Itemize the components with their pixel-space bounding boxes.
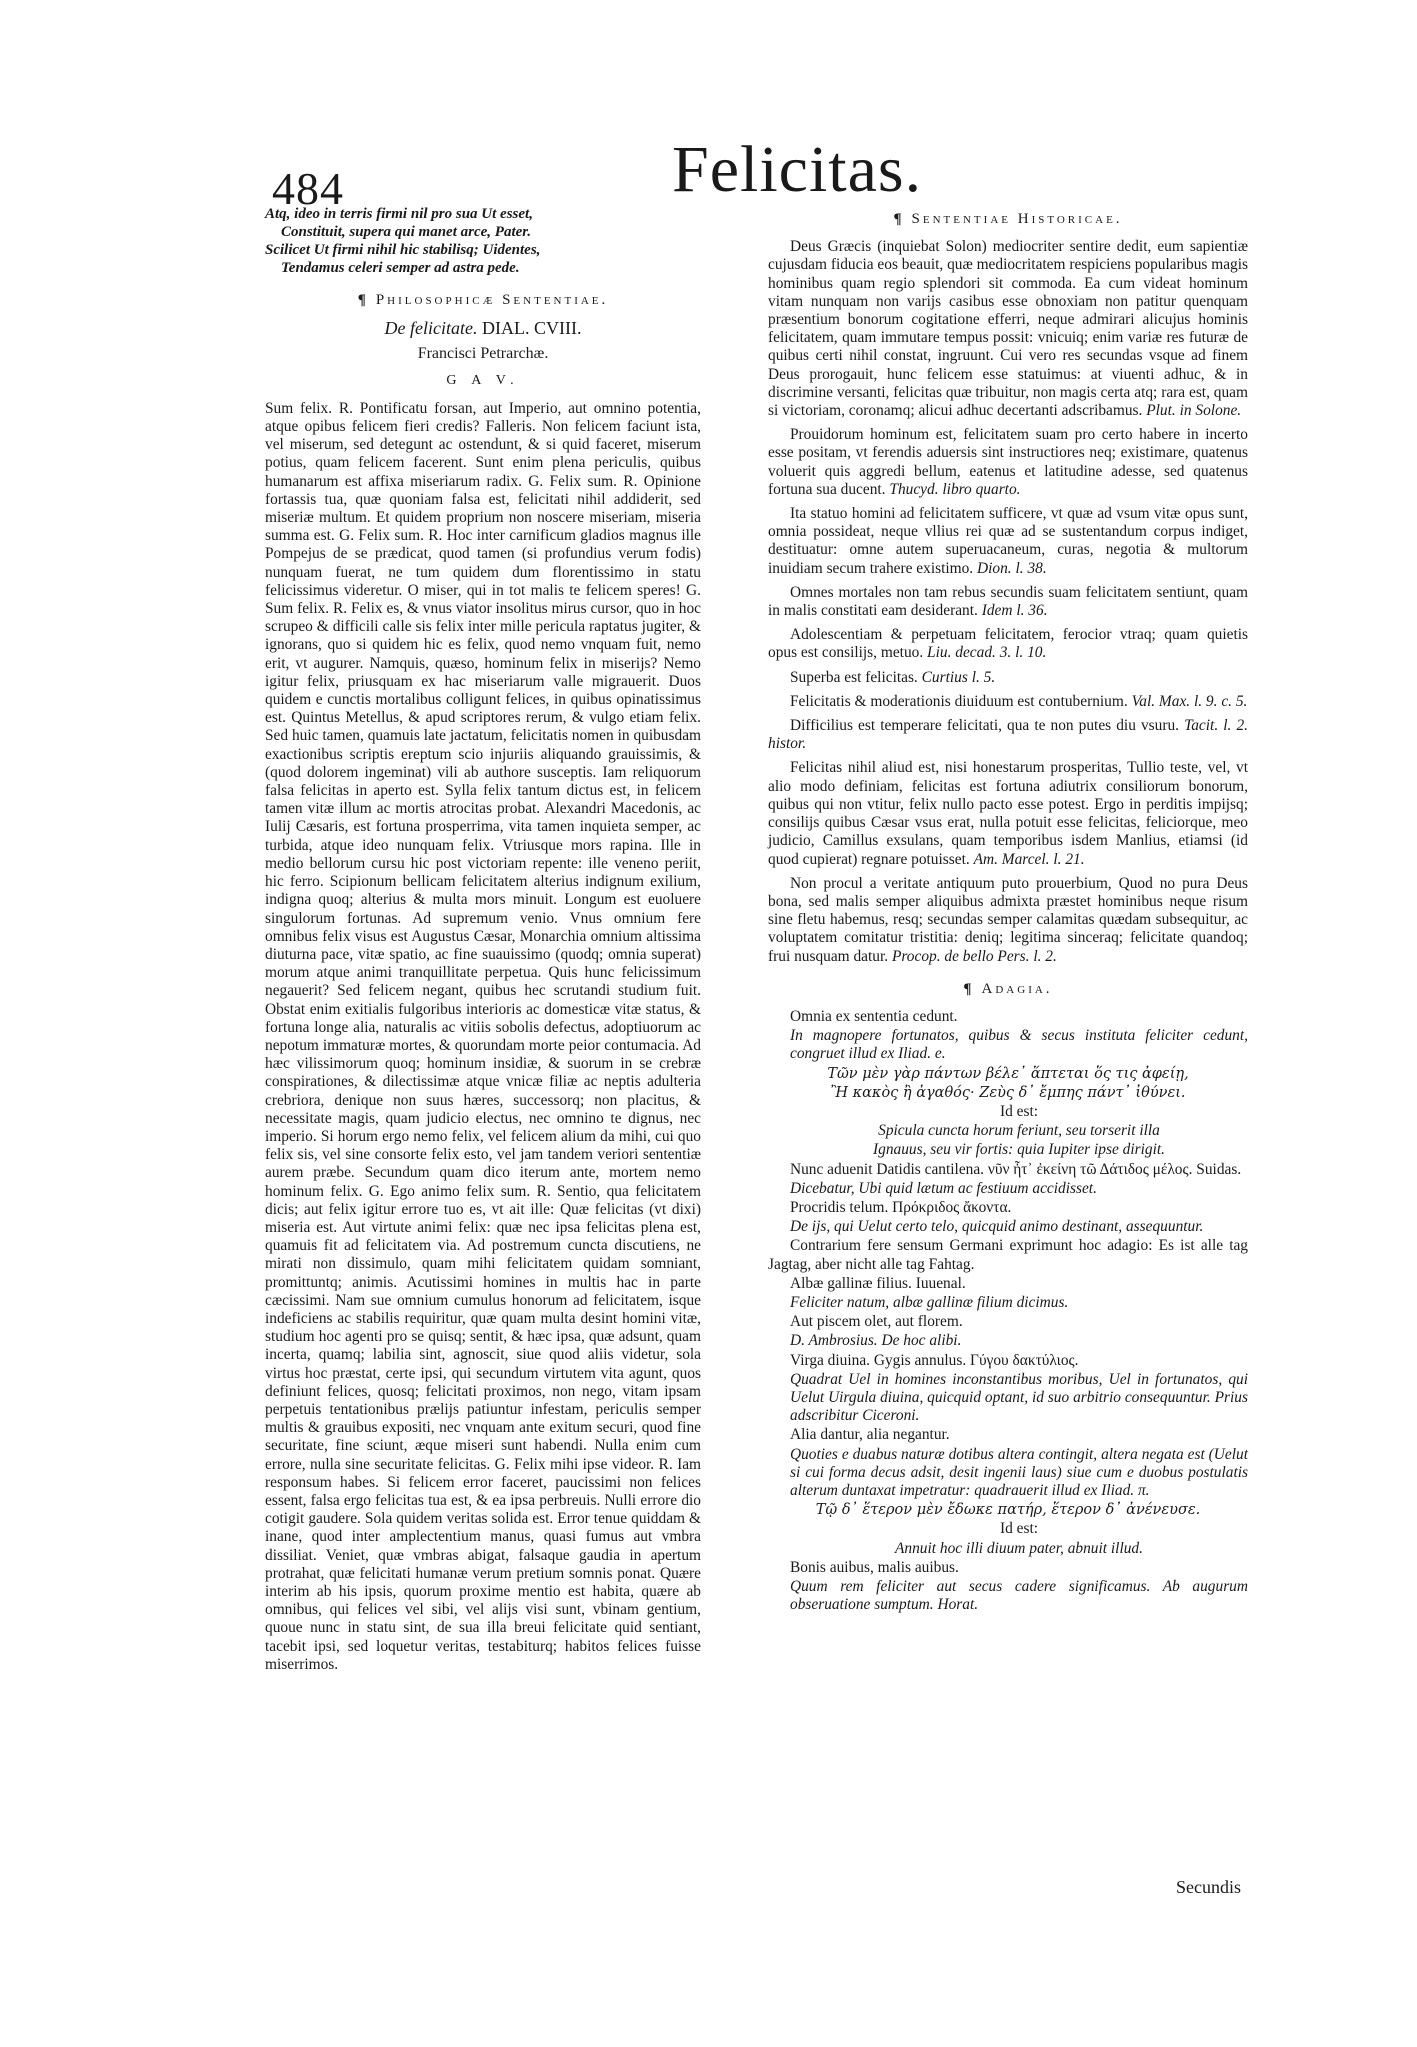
adage-entry: Quadrat Uel in homines inconstantibus moribus, Uel in fortunatos, qui Uelut Uirgula diuina, quicquid optant, id suo arbitrio consequuntur. Prius adscribitur Ciceroni.: [790, 1370, 1248, 1425]
dialogue-speaker: G A V.: [446, 372, 520, 388]
section-heading-philosophicae: [265, 291, 701, 309]
verse-line: Atq, ideo in terris firmi nil pro sua Ut esset,: [265, 206, 533, 222]
adage-entry: Id est:: [999, 1520, 1039, 1538]
adage-entry: Aut piscem olet, aut florem.: [790, 1313, 963, 1331]
source-citation: Curtius l. 5.: [921, 668, 996, 686]
sentence-text: Adolescentiam & perpetuam felicitatem, ferocior vtraq; quam quietis opus est consilijs, metuo.: [768, 626, 1248, 662]
adage-entry: Annuit hoc illi diuum pater, abnuit illud.: [895, 1539, 1143, 1557]
section-heading-text: Sententiae Historicae.: [911, 211, 1123, 227]
section-heading-historicae: [768, 210, 1248, 228]
adage-entry: Nunc aduenit Datidis cantilena. νῦν ἦτ᾽ ἐκείνη τῶ Δάτιδος μέλος. Suidas.: [790, 1160, 1242, 1178]
source-citation: Idem l. 36.: [981, 602, 1048, 620]
adage-entry: Spicula cuncta horum feriunt, seu torserit illa: [878, 1122, 1160, 1140]
adage-entry: Omnia ex sententia cedunt.: [790, 1007, 958, 1025]
source-citation: Liu. decad. 3. l. 10.: [927, 644, 1047, 662]
source-citation: Dion. l. 38.: [977, 559, 1047, 577]
source-citation: Tacit. l. 2. histor.: [768, 717, 1248, 753]
adage-entry: Feliciter natum, albæ gallinæ filium dicimus.: [790, 1293, 1069, 1311]
adage-entry: De ijs, qui Uelut certo telo, quicquid animo destinant, assequuntur.: [790, 1218, 1204, 1236]
sentence-text: Superba est felicitas.: [790, 668, 918, 686]
source-citation: Procop. de bello Pers. l. 2.: [891, 947, 1057, 965]
dialogue-title: [265, 319, 701, 337]
historical-sentence: [768, 426, 1248, 499]
historical-sentence: [768, 584, 1248, 620]
opening-verse: [265, 205, 701, 277]
section-heading-adagia: [768, 980, 1248, 998]
page-number: 484: [272, 163, 344, 214]
verse-line: Scilicet Ut firmi nihil hic stabilisq; Uidentes,: [265, 242, 541, 258]
section-heading-text: Adagia.: [981, 980, 1053, 997]
sentence-text: Ita statuo homini ad felicitatem sufficere, vt quæ ad vsum vitæ opus sunt, omnia possideat, neque vllius rei quæ ad se sustentandum corpus indiget, destituatur: omne autem superuacaneum, curas, negotia & multorum inuidiam secum trahere existimo.: [768, 505, 1248, 577]
sentence-text: Felicitas nihil aliud est, nisi honestarum prosperitas, Tullio teste, vel, vt alio modo definiam, felicitas est fortuna adiutrix consiliorum bonorum, quibus qui non vtitur, felix nullo pacto esse potest. Ergo in perditis impijsq; consilijs quibus Cæsar vsus erat, nulla potuit esse felicitas, feliciorque, meo judicio, Camillus exsulans, quam temporibus isdem Manlius, etiamsi (id quod cupierat) regnare potuisset.: [768, 759, 1248, 868]
greek-verse-line: Ἢ κακὸς ἢ ἀγαθός· Ζεὺς δ᾽ ἔμπης πάντ᾽ ἰθύνει.: [830, 1084, 1186, 1101]
adagia-list: [768, 1008, 1248, 1615]
source-citation: Val. Max. l. 9. c. 5.: [1131, 692, 1248, 710]
adage-entry: Quum rem feliciter aut secus cadere significamus. Ab augurum obseruatione sumptum. Horat.: [790, 1578, 1248, 1614]
adage-entry: D. Ambrosius. De hoc alibi.: [790, 1332, 962, 1350]
source-citation: Am. Marcel. l. 21.: [973, 850, 1085, 868]
adage-entry: Contrarium fere sensum Germani exprimunt hoc adagio: Es ist alle tag Jagtag, aber nicht alle tag Fahtag.: [768, 1237, 1248, 1273]
adage-entry: Dicebatur, Ubi quid lætum ac festiuum accidisset.: [790, 1179, 1097, 1197]
adage-entry: Virga diuina. Gygis annulus. Γύγου δακτύλιος.: [790, 1351, 1079, 1369]
pilcrow-mark: ¶: [893, 211, 902, 227]
sentence-text: Omnes mortales non tam rebus secundis suam felicitatem sentiunt, quam in malis constitati eam desiderant.: [768, 583, 1248, 620]
dialogue-title-roman: DIAL. CVIII.: [481, 318, 582, 339]
historical-sentence: [768, 669, 1248, 687]
adage-entry: Procridis telum. Πρόκριδος ἄκοντα.: [790, 1198, 1012, 1216]
pilcrow-mark: ¶: [963, 980, 972, 997]
source-citation: Plut. in Solone.: [1146, 402, 1242, 420]
section-heading-text: Philosophicæ Sententiae.: [375, 292, 609, 308]
source-citation: Thucyd. libro quarto.: [889, 480, 1021, 498]
dialogue-author: Francisci Petrarchæ.: [417, 345, 549, 363]
verse-line: Constituit, supera qui manet arce, Pater.: [281, 224, 532, 240]
sentence-text: Felicitatis & moderationis diuiduum est contubernium.: [790, 692, 1128, 710]
sentence-text: Difficilius est temperare felicitati, qua te non putes diu vsuru.: [790, 717, 1180, 735]
right-column: [768, 210, 1248, 1615]
adage-entry: In magnopere fortunatos, quibus & secus instituta feliciter cedunt, congruet illud ex Iliad. e.: [790, 1027, 1248, 1063]
adage-entry: Alia dantur, alia negantur.: [790, 1426, 950, 1444]
adage-entry: Ignauus, seu vir fortis: quia Iupiter ipse dirigit.: [873, 1141, 1165, 1159]
sentence-text: Deus Græcis (inquiebat Solon) mediocriter sentire dedit, eum sapientiæ cujusdam fiducia eos beauit, quæ mediocritatem respiciens popularibus magis hominibus quam regio splendori sit commoda. Ea cum videat hominum vitam nunquam non varijs casibus esse obnoxiam non patitur quenquam præsentium bonorum cogitatione efferri, neque admirari alicujus hominis felicitatem, quam immutare tempus possit: vnicuiq; enim variæ res futuræ de quibus certi nihil constat, ingruunt. Cui vero res secundas vsque ad finem Deus prorogauit, hunc felicem esse statuimus: at viuenti adhuc, & in discrimine versanti, felicitas quæ tribuitur, non magis certa atq; rara est, quam si victoriam, coronamq; alicui adhuc decertanti adscribamus.: [768, 238, 1248, 420]
verse-line: Tendamus celeri semper ad astra pede.: [281, 260, 520, 276]
historical-sentence: [768, 693, 1248, 711]
adage-entry: Id est:: [999, 1102, 1039, 1120]
historical-sentence: [768, 626, 1248, 662]
greek-verse-line: Τῶν μὲν γὰρ πάντων βέλε᾽ ἅπτεται ὅς τις ἀφείῃ,: [827, 1065, 1189, 1082]
historical-sentence: [768, 875, 1248, 966]
historical-sentence: [768, 238, 1248, 420]
greek-verse-line: Τῷ δ᾽ ἕτερον μὲν ἔδωκε πατήρ, ἕτερον δ᾽ ἀνένευσε.: [815, 1502, 1201, 1519]
historical-sentence: [768, 717, 1248, 753]
adage-entry: Bonis auibus, malis auibus.: [790, 1558, 959, 1576]
left-column: [265, 205, 701, 1674]
dialogue-title-italic: De felicitate.: [384, 318, 478, 339]
dialogue-text: Sum felix. R. Pontificatu forsan, aut Imperio, aut omnino potentia, atque opibus felicem fieri credis? Falleris. Non felicem faciunt ista, vel miserum, sed detegunt ac ostendunt, & si quid faceret, miserum potius, quam felicem facerent. Sunt enim plena periculis, quibus humanarum est affixa miseriarum radix. G. Felix sum. R. Opinione fortassis tua, quæ quoniam falsa est, felicitati nihil addiderit, sed miseriæ multum. Et quidem proprium non noscere miseriam, miseria summa est. G. Felix sum. R. Hoc inter carnificum gladios magnus ille Pompejus de se prædicat, quod tamen (si profundius verum fodis) nunquam fuerat, ne tum quidem dum florentissimo in statu felicissimus videretur. O miser, qui in tot malis te felicem speres! G. Sum felix. R. Felix es, & vnus viator insolitus mirus cursor, quo in hoc scrupeo & difficili calle sis felix inter mille pericula raptatus jugiter, & ignorans, quo si quidem hic es felix, quod nemo vnquam fuit, nemo erit, vt augurer. Namquis, quæso, hominum felix in miserijs? Nemo igitur felix, priusquam ex hac miseriarum valle migrauerit. Duos quidem e cunctis mortalibus colligunt felices, in quibus opinatissimus est. Quintus Metellus, & apud scriptores rerum, & vulgo etiam felix. Sed huic tamen, quamuis late jactatum, felicitatis nomen in quibusdam exactionibus scriptis ereptum scio injuriis aliquando grauissimis, & (quod dolorem ingeminat) vili ab authore susceptis. Iam reliquorum falsa felicitas in aperto est. Sylla felix tantum dictus est, in felicem tamen vitæ illum ac mortis atrocitas probat. Alexandri Macedonis, ac Iulij Cæsaris, est fortuna prosperrima, vita tamen inquieta semper, ac turbida, atque ideo nunquam felix. Vtriusque mors rapina. Ille in medio bellorum cursu hic post victoriam repente: ille veneno periit, hic ferro. Scipionum bellicam felicitatem alterius indignum exilium, indigna quoq; alterius & multa mors minuit. Longum est euoluere singulorum fortunas. Ad supremum venio. Vnus omnium fere omnibus felix visus est Augustus Cæsar, Monarchia omnium altissima diuturna pace, vitæ spatio, ac fine suauissimo (quodq; omnia superat) morum atque animi tranquillitate perpetua. Quis hunc felicissimum negauerit? Sed felicem negant, quibus hec scrutandi studium fuit. Obstat enim exitialis fulgoribus interioris ac domesticæ vitæ status, & fortuna longe alia, naturalis ac vitiis sobolis defectus, adoptiuorum ac nepotum immaturæ mortes, & quorundam morte peior contumacia. Ad hæc vilissimorum quoq; hominum insidiæ, & suorum in se crebræ conspirationes, & dilectissimæ atque vnicæ filiæ ac neptis adulteria crebriora, denique non suus hæres, successorq; non placitus, & necessitate magis, quam judicio electus, nec omnino te dignus, nec imperio. Si horum ergo nemo felix, vel felicem alium da mihi, cui quo felix sis, vel sine consorte felix esto, vel jam tandem veriori sententiæ aurem præbe. Secundum quam dico iterum ante, mortem nemo hominum felix. G. Ego animo felix sum. R. Sentio, qua felicitatem dicis; aut felix igitur errore tuo es, vt ait ille: Quæ felicitas (vt dixi) miseria est. Aut virtute animi felix: quæ nec ipsa felicitas plena est, quamuis fit ad felicitatem via. Ad postremum cuncta discutiens, ne mirati non dissimulo, quam mihi felicitatem quidam somniant, promittuntq; animis. Acutissimi homines in multis hac in parte cæcissimi. Nam sue omnium cumulus honorum ad felicitatem, isque indeficiens ac stabilis requiritur, quæ quam multa desint homini vitæ, studium hoc agenti pro se quisq; sentit, & hæc ipsa, quæ adsunt, quam incerta, quamq; labilia sint, agnoscit, siue quod aliis videtur, sola virtus hoc præstat, certe ipsi, qui secundum virtutem vita agunt, quos definiunt felices, quosq; felicitati proximos, non nego, vitam ipsam perpetuis tentationibus prælijs patiuntur infestam, periculis semper multis & grauibus expositi, nec vnquam ante exitum securi, quod fine securitate, fine sciunt, æque miseri sunt habendi. Nulla enim cum errore, nulla sine securitate felicitas. G. Felix mihi ipse videor. R. Iam responsum habes. Si felicem error faceret, paucissimi non felices essent, falsa ergo felicitas tua est, & ea ipsa perbreuis. Nulli errore dio cotigit gaudere. Sola quidem veritas solida est. Error tenue quiddam & inane, quod inter amplectentium manus, quasi fumus aut vmbra dissiliat. Veniet, quæ vmbras abigat, falsaque gaudia in apertum protrahat, quæ felicitati humanæ verum pretium somnis ponat. Quære interim ab his ipsis, quorum proxime mentio est habita, quære ab omnibus, qui felices vel sibi, vel alijs visi sunt, vbinam gentium, quoue nunc in statu sint, de sua illa breui felicitate quid sentiant, tacebit ipsi, sed loquetur veritas, testabiturq; habitos felices fuisse miserrimos.: [265, 399, 701, 1673]
adage-entry: Quoties e duabus naturæ dotibus altera contingit, altera negata est (Uelut si cui forma decus adsit, desit ingenii laus) siue cum e duobus postulatis alterum duntaxat impetratur: quadrauerit illud ex Iliad. π.: [790, 1445, 1248, 1499]
pilcrow-mark: ¶: [357, 292, 366, 308]
sentence-text: Prouidorum hominum est, felicitatem suam pro certo habere in incerto esse positam, vt ferendis aduersis sint instructiores neq; existimare, quatenus voluerit quis aggredi bellum, eatenus et latitudine adesse, sed quatenus fortuna sua ducent.: [768, 426, 1248, 498]
catchword: Secundis: [1176, 1877, 1241, 1897]
historical-sentence: [768, 505, 1248, 578]
sentence-text: Non procul a veritate antiquum puto prouerbium, Quod no pura Deus bona, sed malis semper aliquibus admixta præstet hominibus neque risum sine fletu habemus, resq; secundas semper calamitas quædam subsequitur, ac voluptatem comitatur tristitia: deniq; legitima sinceraq; felicitate quandoq; frui nusquam datur.: [768, 874, 1248, 965]
running-head: Felicitas.: [672, 133, 923, 206]
historical-sentences: [768, 238, 1248, 966]
historical-sentence: [768, 759, 1248, 868]
adage-entry: Albæ gallinæ filius. Iuuenal.: [790, 1274, 966, 1292]
